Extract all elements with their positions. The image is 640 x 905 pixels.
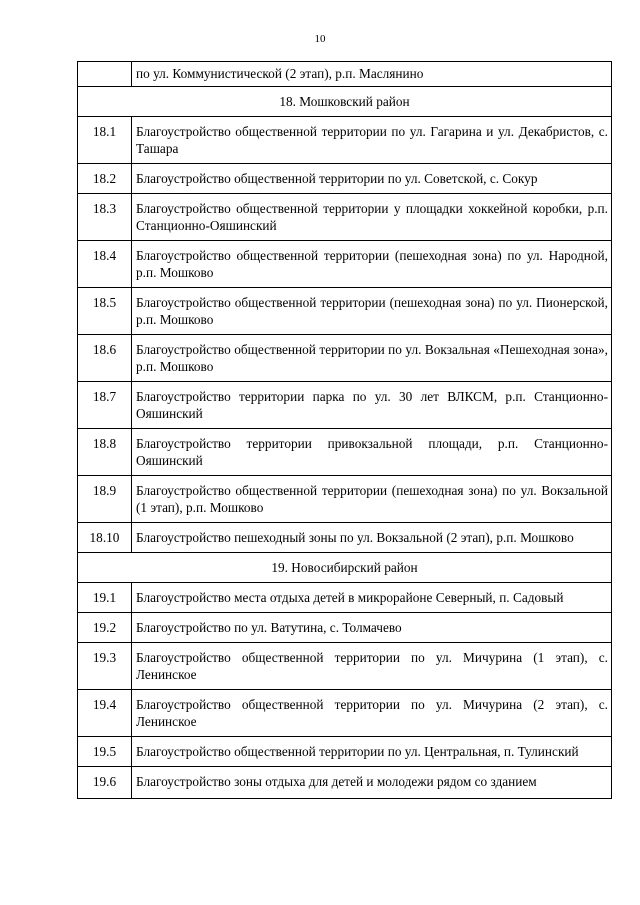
table-row xyxy=(78,117,612,164)
row-description: Благоустройство по ул. Ватутина, с. Толмачево xyxy=(132,613,612,643)
row-description: по ул. Коммунистической (2 этап), р.п. Маслянино xyxy=(132,62,612,87)
row-number: 18.6 xyxy=(78,335,132,382)
table-row xyxy=(78,523,612,553)
section-header-row xyxy=(78,553,612,583)
row-description: Благоустройство места отдыха детей в микрорайоне Северный, п. Садовый xyxy=(132,583,612,613)
row-description: Благоустройство территории привокзальной площади, р.п. Станционно-Ояшинский xyxy=(132,429,612,476)
row-number: 19.5 xyxy=(78,737,132,767)
section-header-row xyxy=(78,87,612,117)
row-description: Благоустройство общественной территории по ул. Центральная, п. Тулинский xyxy=(132,737,612,767)
row-number: 18.8 xyxy=(78,429,132,476)
row-number: 19.3 xyxy=(78,643,132,690)
table-row xyxy=(78,476,612,523)
section-title: 19. Новосибирский район xyxy=(78,553,612,583)
row-description: Благоустройство общественной территории (пешеходная зона) по ул. Вокзальной (1 этап), р.п. Мошково xyxy=(132,476,612,523)
row-number: 19.1 xyxy=(78,583,132,613)
table-row xyxy=(78,737,612,767)
row-number: 18.5 xyxy=(78,288,132,335)
row-number: 18.7 xyxy=(78,382,132,429)
table-row xyxy=(78,429,612,476)
table-row xyxy=(78,767,612,799)
table-row xyxy=(78,241,612,288)
row-number: 18.4 xyxy=(78,241,132,288)
row-description: Благоустройство территории парка по ул. 30 лет ВЛКСМ, р.п. Станционно-Ояшинский xyxy=(132,382,612,429)
row-description: Благоустройство общественной территории (пешеходная зона) по ул. Народной, р.п. Мошково xyxy=(132,241,612,288)
row-number: 18.9 xyxy=(78,476,132,523)
row-description: Благоустройство общественной территории по ул. Вокзальная «Пешеходная зона», р.п. Мошково xyxy=(132,335,612,382)
section-title: 18. Мошковский район xyxy=(78,87,612,117)
row-description: Благоустройство общественной территории (пешеходная зона) по ул. Пионерской, р.п. Мошково xyxy=(132,288,612,335)
row-number: 19.6 xyxy=(78,767,132,799)
row-description: Благоустройство общественной территории по ул. Мичурина (2 этап), с. Ленинское xyxy=(132,690,612,737)
table-row xyxy=(78,288,612,335)
table-row xyxy=(78,62,612,87)
row-number: 18.3 xyxy=(78,194,132,241)
row-description: Благоустройство общественной территории по ул. Гагарина и ул. Декабристов, с. Ташара xyxy=(132,117,612,164)
table-row xyxy=(78,690,612,737)
row-description: Благоустройство общественной территории по ул. Мичурина (1 этап), с. Ленинское xyxy=(132,643,612,690)
row-description: Благоустройство зоны отдыха для детей и молодежи рядом со зданием xyxy=(132,767,612,799)
row-number: 18.2 xyxy=(78,164,132,194)
page-number: 10 xyxy=(314,33,326,45)
projects-table-body xyxy=(78,62,612,799)
table-row xyxy=(78,164,612,194)
row-number: 18.10 xyxy=(78,523,132,553)
table-row xyxy=(78,613,612,643)
table-row xyxy=(78,335,612,382)
row-number: 18.1 xyxy=(78,117,132,164)
table-row xyxy=(78,382,612,429)
row-number: 19.4 xyxy=(78,690,132,737)
table-row xyxy=(78,583,612,613)
projects-table xyxy=(77,61,612,799)
row-description: Благоустройство общественной территории по ул. Советской, с. Сокур xyxy=(132,164,612,194)
row-number: 19.2 xyxy=(78,613,132,643)
row-description: Благоустройство общественной территории у площадки хоккейной коробки, р.п. Станционно-Ояшинский xyxy=(132,194,612,241)
row-description: Благоустройство пешеходный зоны по ул. Вокзальной (2 этап), р.п. Мошково xyxy=(132,523,612,553)
row-number xyxy=(78,62,132,87)
table-row xyxy=(78,194,612,241)
table-row xyxy=(78,643,612,690)
